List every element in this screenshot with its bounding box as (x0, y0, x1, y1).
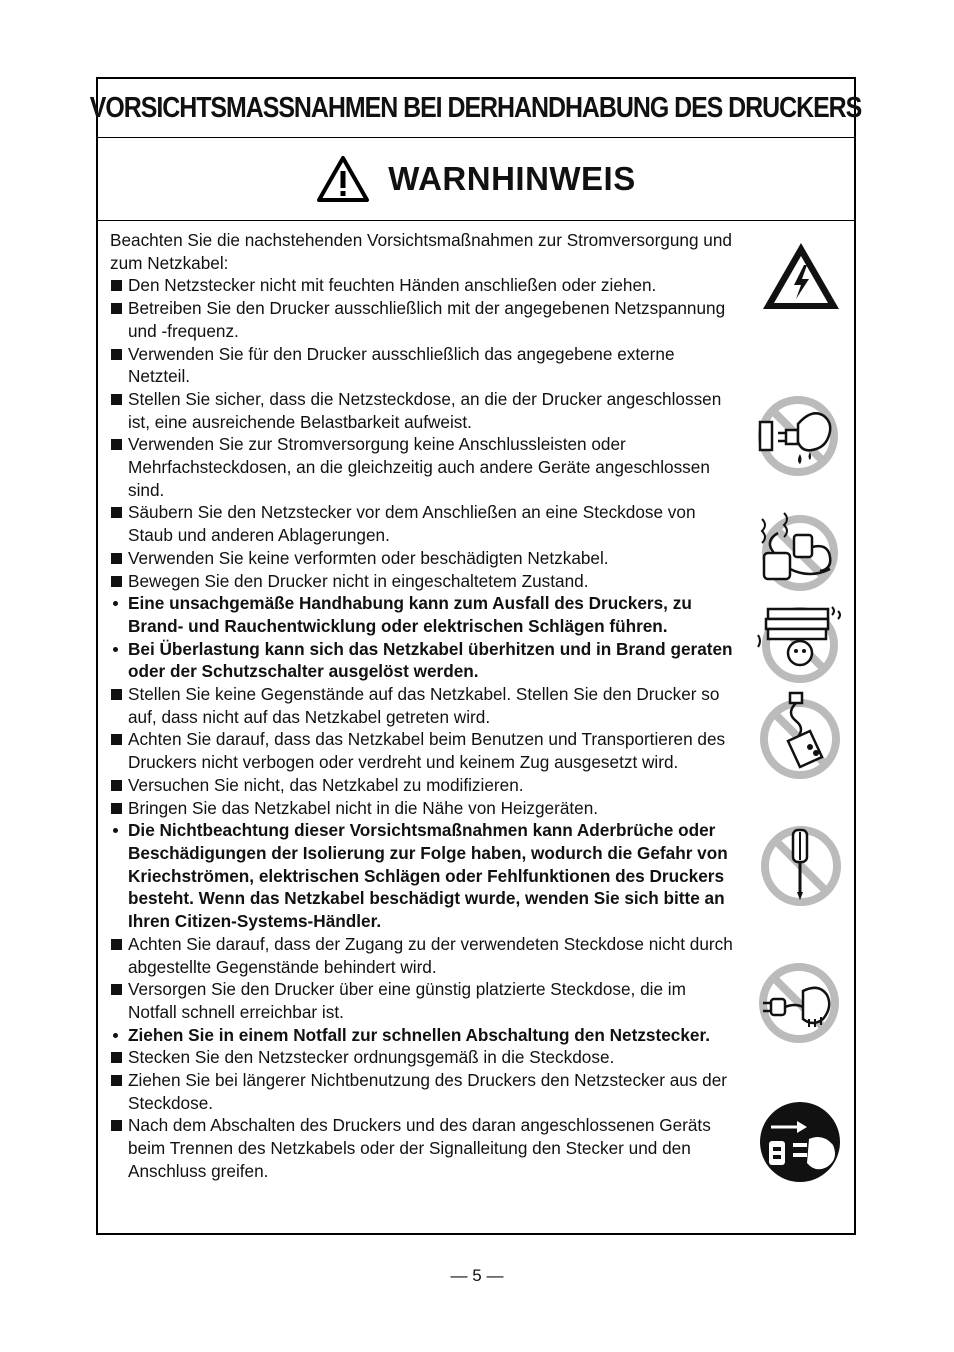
list-item (110, 501, 736, 546)
list-item-text: Verwenden Sie zur Stromversorgung keine Anschlussleisten oder Mehrfachsteckdosen, an die gleichzeitig auch andere Geräte angeschlossen sind. (128, 434, 710, 500)
list-item-text: Stellen Sie keine Gegenstände auf das Netzkabel. Stellen Sie den Drucker so auf, dass nicht auf das Netzkabel getreten wird. (128, 684, 720, 727)
no-objects-on-cable-icon (754, 601, 842, 683)
instructions (110, 229, 736, 1183)
list-item-text: Nach dem Abschalten des Druckers und des daran angeschlossenen Geräts beim Trennen des Netzkabels oder der Signalleitung den Stecker und den Anschluss greifen. (128, 1115, 711, 1181)
warning-header (98, 138, 854, 221)
list-item (110, 1024, 736, 1047)
list-item (110, 978, 736, 1023)
list-item (110, 274, 736, 297)
list-item (110, 1046, 736, 1069)
list-item-text: Bringen Sie das Netzkabel nicht in die Nähe von Heizgeräten. (128, 797, 599, 818)
unplug-icon (757, 1099, 843, 1185)
no-overloaded-outlet-icon (754, 509, 842, 591)
list-item-text: Bei Überlastung kann sich das Netzkabel überhitzen und in Brand geraten oder der Schutzschalter ausgelöst werden. (128, 638, 733, 682)
list-item (110, 797, 736, 820)
list-item-text: Betreiben Sie den Drucker ausschließlich mit der angegebenen Netzspannung und -frequenz. (128, 298, 726, 341)
list-item (110, 683, 736, 728)
warning-box (90, 77, 862, 1235)
no-wet-hands-icon (756, 394, 840, 478)
list-item (110, 388, 736, 433)
list-item-text: Den Netzstecker nicht mit feuchten Händen anschließen oder ziehen. (128, 275, 657, 296)
electric-shock-warning-icon (759, 239, 843, 313)
list-item-text: Verwenden Sie keine verformten oder beschädigten Netzkabel. (128, 547, 609, 568)
list-item-text: Eine unsachgemäße Handhabung kann zum Ausfall des Druckers, zu Brand- und Rauchentwicklung oder elektrischen Schlägen führen. (128, 593, 692, 636)
warning-triangle-icon (316, 155, 370, 203)
list-item-text: Stecken Sie den Netzstecker ordnungsgemäß in die Steckdose. (128, 1047, 615, 1068)
list-item-text: Achten Sie darauf, dass der Zugang zu der verwendeten Steckdose nicht durch abgestellte Gegenstände behindert wird. (128, 933, 733, 977)
list-item (110, 1069, 736, 1114)
no-pulling-plug-by-cord-icon (757, 961, 841, 1045)
page-number: — 5 — (450, 1266, 504, 1285)
list-item (110, 297, 736, 342)
list-item-text: Die Nichtbeachtung dieser Vorsichtsmaßnahmen kann Aderbrüche oder Beschädigungen der Isolierung zur Folge haben, wodurch die Gefahr von Kriechströmen, elektrischen Schlägen oder Fehlfunktionen des Druckers besteht. Wenn das Netzkabel beschädigt wurde, wenden Sie sich bitte an Ihren Citizen-Systems-Händler. (128, 820, 728, 932)
list-item-text: Achten Sie darauf, dass das Netzkabel beim Benutzen und Transportieren des Druckers nicht verbogen oder verdreht und keinem Zug ausgesetzt wird. (128, 729, 726, 773)
list-item-text: Ziehen Sie bei längerer Nichtbenutzung des Druckers den Netzstecker aus der Steckdose. (128, 1070, 728, 1113)
list-item (110, 933, 736, 978)
list-item (110, 638, 736, 683)
page-title: VORSICHTSMASSNAHMEN BEI DERHANDHABUNG DES DRUCKERS (90, 91, 862, 124)
no-modification-icon (759, 824, 843, 908)
list-item (110, 433, 736, 501)
intro-text: Beachten Sie die nachstehenden Vorsichtsmaßnahmen zur Stromversorgung und zum Netzkabel: (110, 230, 732, 273)
list-item-text: Versuchen Sie nicht, das Netzkabel zu modifizieren. (128, 774, 524, 795)
list-item-text: Verwenden Sie für den Drucker ausschließlich das angegebene externe Netzteil. (128, 343, 675, 387)
list-item-text: Ziehen Sie in einem Notfall zur schnellen Abschaltung den Netzstecker. (128, 1024, 710, 1045)
list-item (110, 570, 736, 593)
title-row (90, 79, 862, 138)
list-item (110, 774, 736, 797)
list-item-text: Stellen Sie sicher, dass die Netzsteckdose, an die der Drucker angeschlossen ist, eine ausreichende Belastbarkeit aufweist. (128, 388, 722, 432)
list-item (110, 592, 736, 637)
list-item (110, 343, 736, 388)
no-pulling-cable-icon (754, 691, 842, 781)
list-item (110, 819, 736, 933)
list-item-text: Bewegen Sie den Drucker nicht in eingeschaltetem Zustand. (128, 570, 589, 591)
list-item (110, 728, 736, 773)
list-item-text: Versorgen Sie den Drucker über eine günstig platzierte Steckdose, die im Notfall schnell erreichbar ist. (128, 979, 686, 1022)
list-item (110, 547, 736, 570)
list-item-text: Säubern Sie den Netzstecker vor dem Anschließen an eine Steckdose von Staub und anderen Ablagerungen. (128, 502, 696, 546)
list-item (110, 1114, 736, 1182)
warning-heading: WARNHINWEIS (388, 160, 636, 197)
